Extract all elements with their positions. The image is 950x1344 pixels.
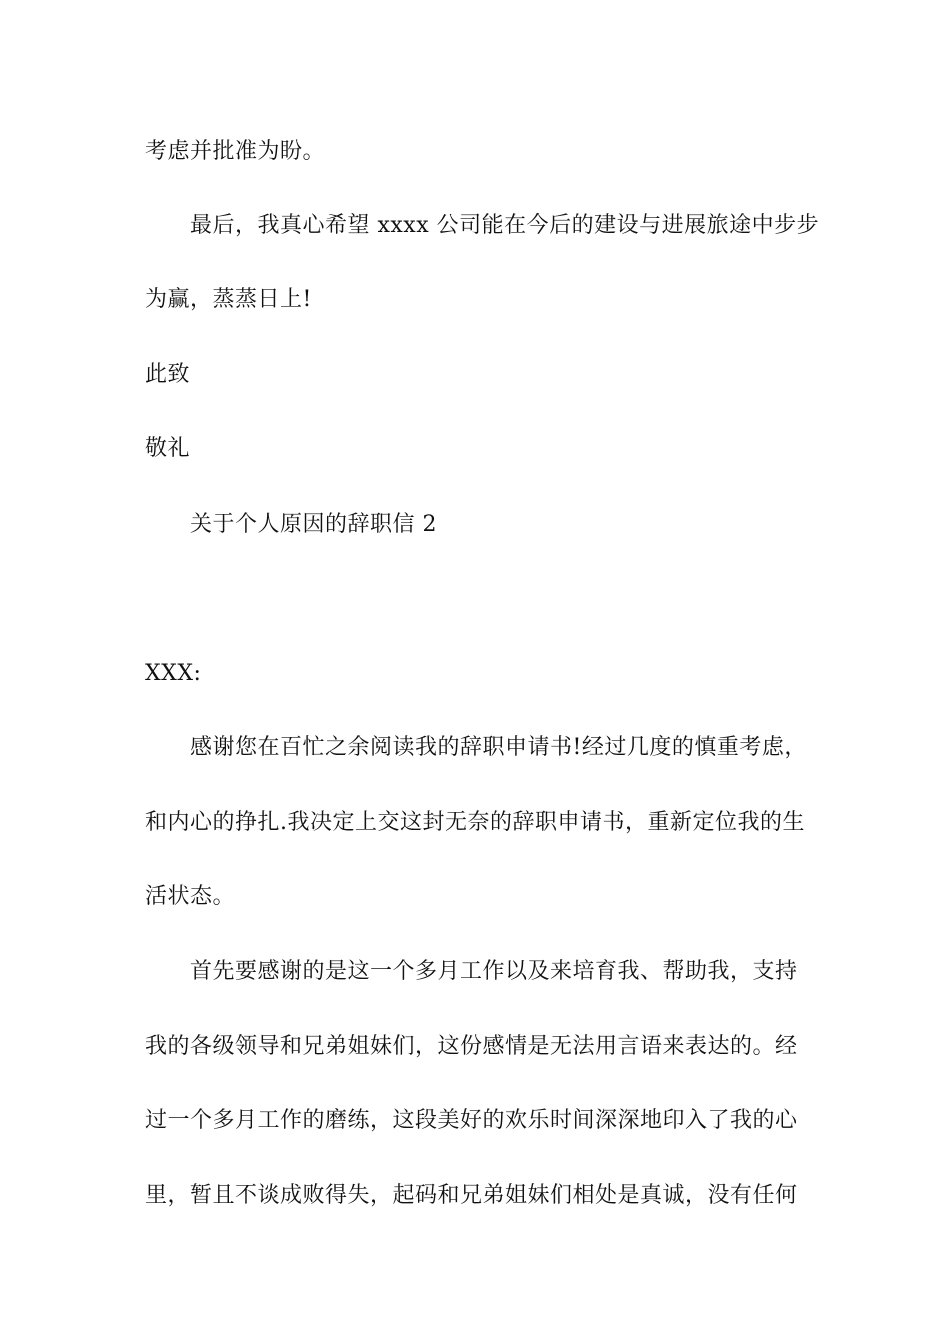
paragraph-line: 过一个多月工作的磨练，这段美好的欢乐时间深深地印入了我的心	[145, 1108, 798, 1133]
paragraph-line: 考虑并批准为盼。	[145, 139, 326, 164]
section-heading: 关于个人原因的辞职信 2	[190, 512, 437, 537]
paragraph-line: 为赢，蒸蒸日上!	[145, 287, 312, 312]
paragraph-line: 和内心的挣扎.我决定上交这封无奈的辞职申请书，重新定位我的生	[145, 810, 805, 835]
paragraph-line: 感谢您在百忙之余阅读我的辞职申请书!经过几度的慎重考虑，	[190, 735, 807, 760]
closing-line: 此致	[145, 362, 191, 387]
paragraph-line: 里，暂且不谈成败得失，起码和兄弟姐妹们相处是真诚，没有任何	[145, 1183, 798, 1208]
paragraph-line: 首先要感谢的是这一个多月工作以及来培育我、帮助我，支持	[190, 959, 798, 984]
paragraph-line: 最后，我真心希望 xxxx 公司能在今后的建设与进展旅途中步步	[190, 213, 820, 238]
paragraph-line: 我的各级领导和兄弟姐妹们，这份感情是无法用言语来表达的。经	[145, 1034, 798, 1059]
closing-line: 敬礼	[145, 436, 191, 461]
paragraph-line: 活状态。	[145, 884, 236, 909]
salutation: XXX:	[145, 661, 202, 686]
